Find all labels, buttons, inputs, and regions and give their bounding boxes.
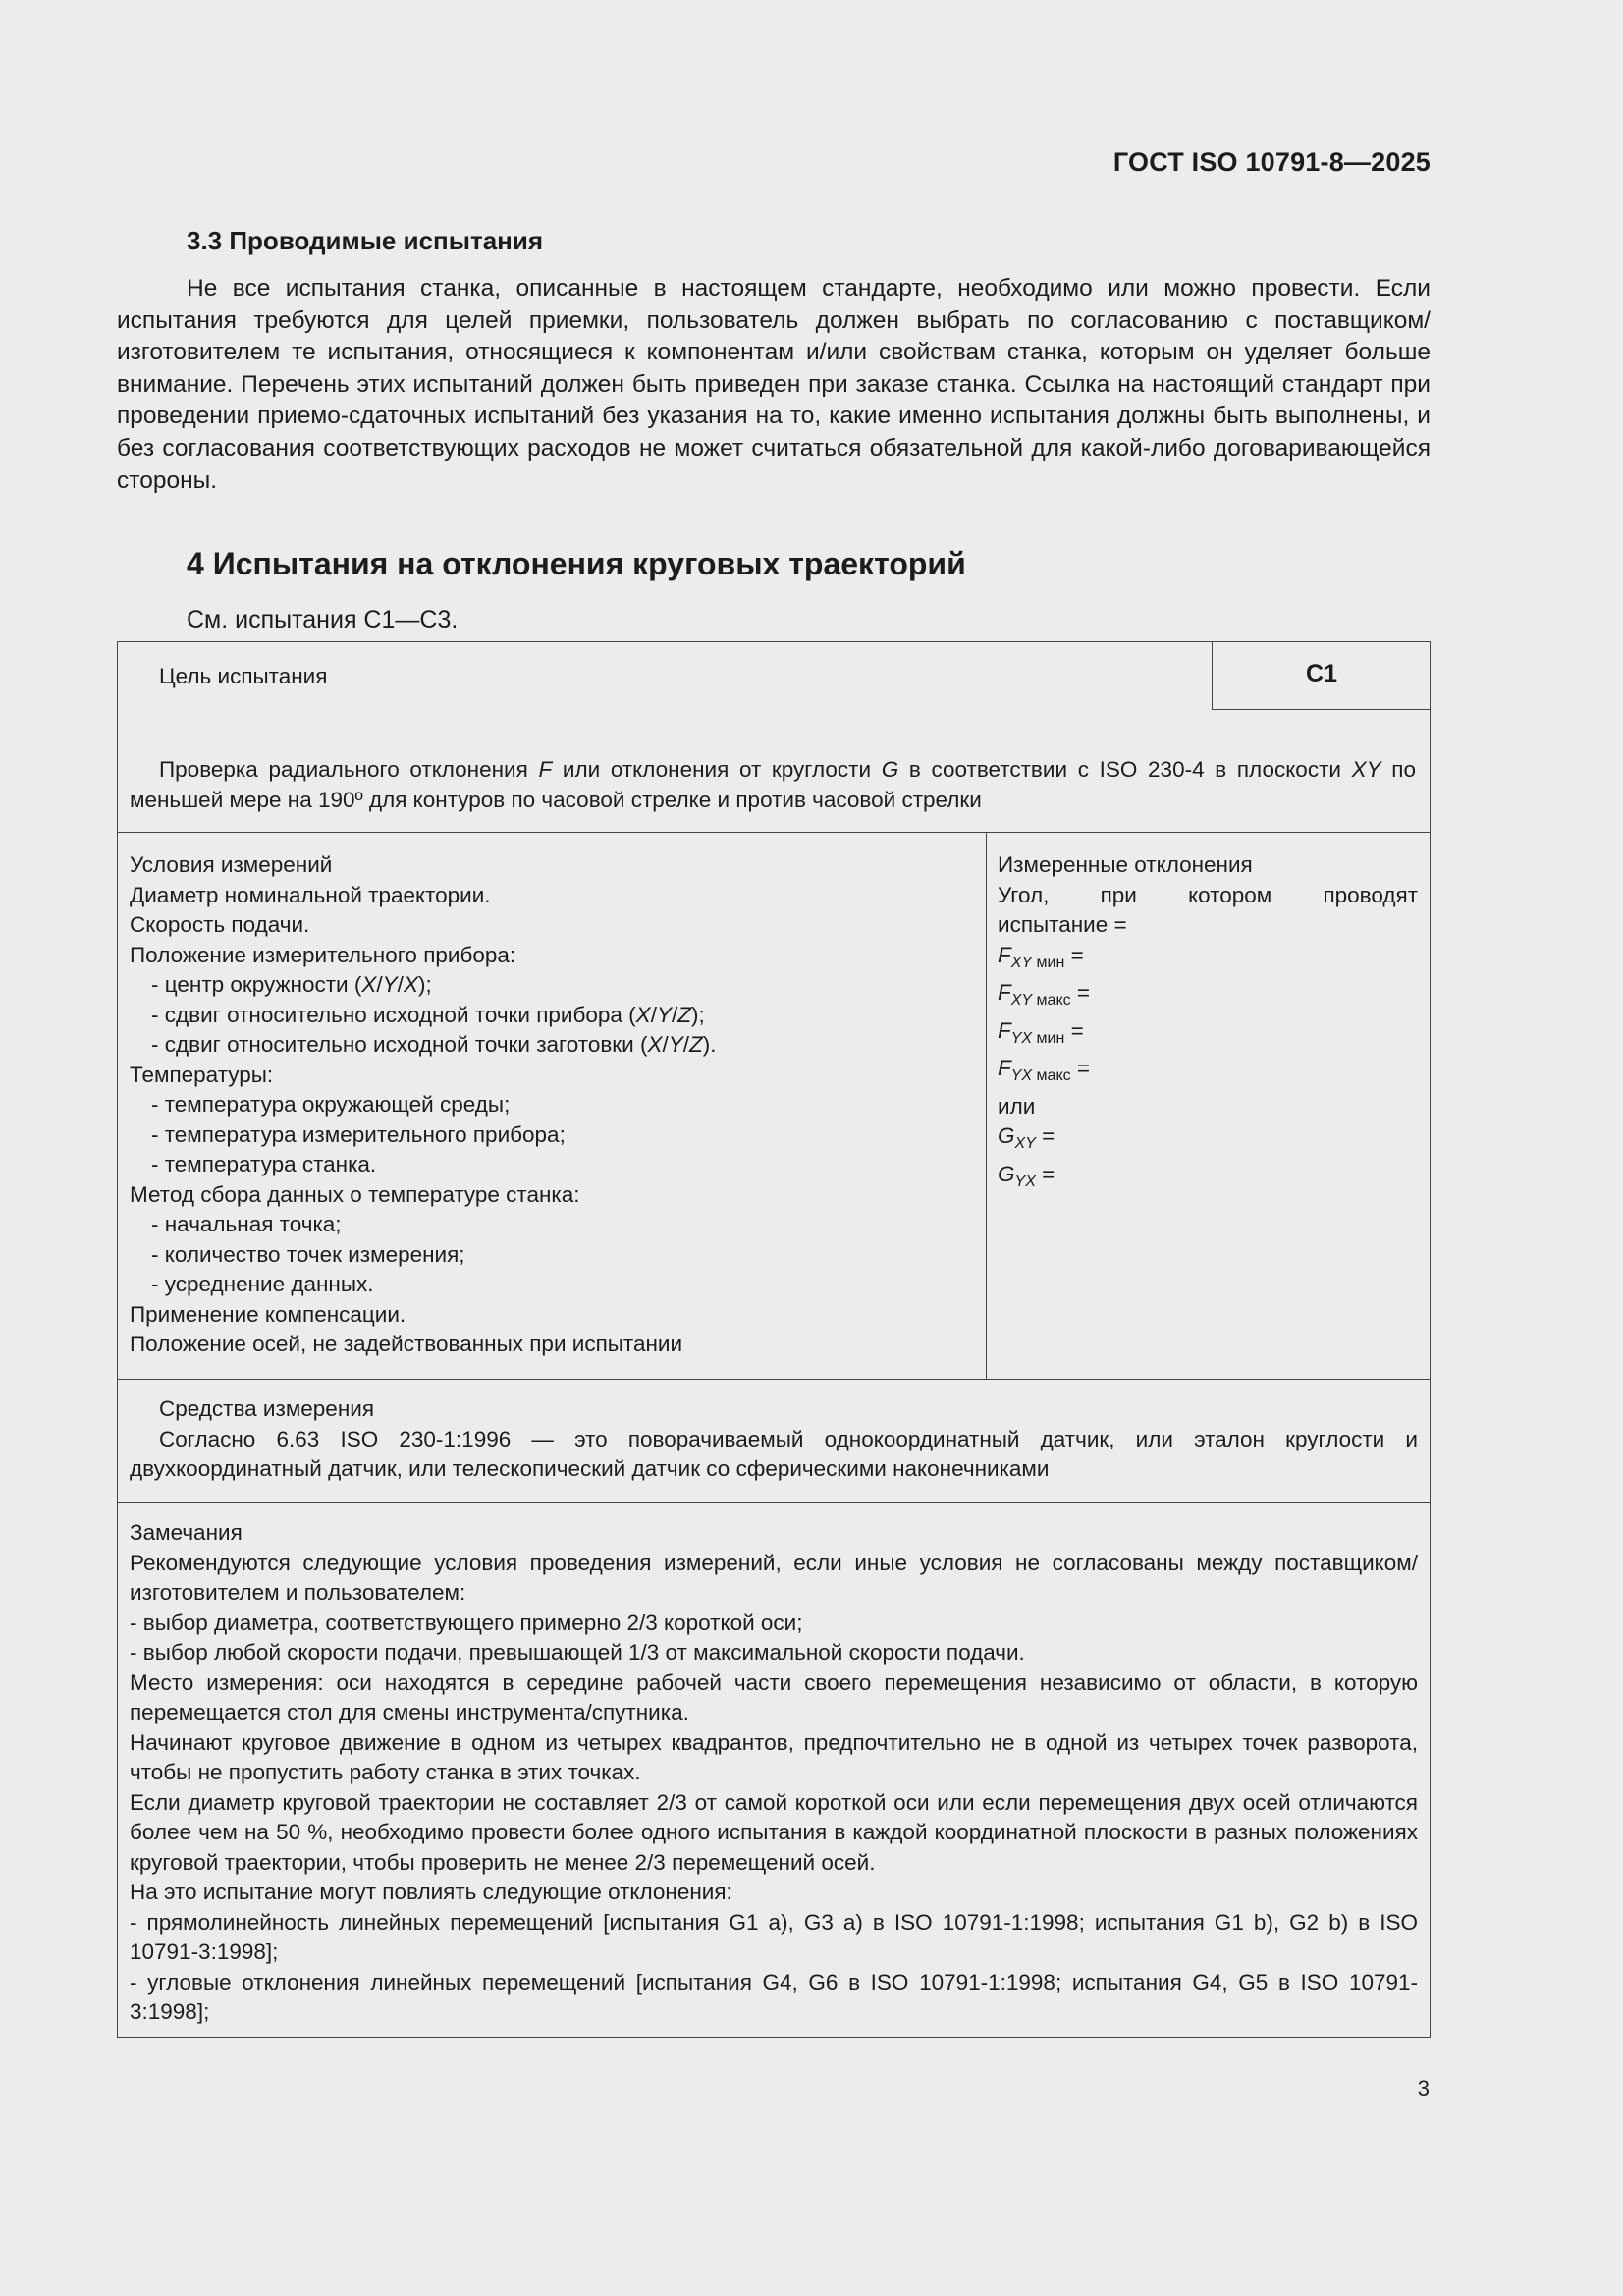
subscript-max: макс bbox=[1036, 1067, 1071, 1084]
subscript-yx: YX bbox=[1014, 1173, 1036, 1190]
test-table-c1 bbox=[117, 641, 1431, 2038]
axis-symbol: X bbox=[647, 1032, 663, 1057]
remark-line: - угловые отклонения линейных перемещений [испытания G4, G6 в ISO 10791-1:1998; испытания G4, G5 в ISO 10791-3:1998]; bbox=[130, 1969, 1418, 2024]
see-tests-note: См. испытания С1—С3. bbox=[187, 606, 459, 633]
section-3-3-title: 3.3 Проводимые испытания bbox=[187, 226, 544, 255]
remark-line: Место измерения: оси находятся в середине рабочей части своего перемещения независимо от области, в которую перемещается стол для смены инструмента/спутника. bbox=[130, 1669, 1418, 1724]
subscript-xy: XY bbox=[1014, 1135, 1036, 1152]
measuring-instruments bbox=[130, 1394, 1418, 1485]
subscript-xy: XY bbox=[1010, 954, 1033, 971]
text-part: / bbox=[671, 1002, 678, 1027]
remarks bbox=[130, 1518, 1418, 2028]
remark-line: - прямолинейность линейных перемещений [испытания G1 a), G3 a) в ISO 10791-1:1998; испытания G1 b), G2 b) в ISO 10791-3:1998]; bbox=[130, 1909, 1418, 1964]
condition-line: Применение компенсации. bbox=[130, 1301, 406, 1327]
deviation-fxy-max bbox=[998, 978, 1418, 1016]
condition-line: - усреднение данных. bbox=[151, 1272, 374, 1296]
section-3-3-paragraph bbox=[117, 273, 1431, 497]
equals: = bbox=[1035, 1123, 1055, 1148]
axis-symbol: Z bbox=[689, 1032, 703, 1057]
symbol-f: F bbox=[998, 942, 1011, 967]
objective-text-part: Проверка радиального отклонения bbox=[159, 757, 539, 782]
remark-line: - выбор диаметра, соответствующего примерно 2/3 короткой оси; bbox=[130, 1610, 803, 1635]
condition-line: - температура станка. bbox=[151, 1152, 377, 1176]
axis-symbol: X bbox=[635, 1002, 651, 1027]
axis-symbol: Z bbox=[677, 1002, 691, 1027]
condition-line: Метод сбора данных о температуре станка: bbox=[130, 1181, 580, 1207]
text-part: / bbox=[662, 1032, 669, 1057]
symbol-f: F bbox=[998, 1017, 1011, 1043]
deviation-gxy bbox=[998, 1121, 1418, 1160]
conditions-heading: Условия измерений bbox=[130, 852, 333, 877]
axis-symbol: Y bbox=[668, 1032, 683, 1057]
equals: = bbox=[1070, 980, 1091, 1005]
equals: = bbox=[1070, 1056, 1091, 1080]
condition-line bbox=[130, 970, 974, 1001]
text-part: / bbox=[397, 972, 404, 997]
text-part: / bbox=[376, 972, 383, 997]
deviations-heading: Измеренные отклонения bbox=[998, 852, 1253, 877]
text-part: / bbox=[682, 1032, 690, 1057]
condition-line: - количество точек измерения; bbox=[151, 1241, 465, 1267]
objective-text-part: в соответствии с ISO 230-4 в плоскости bbox=[898, 757, 1352, 782]
test-id-box bbox=[1212, 642, 1431, 710]
condition-line: Диаметр номинальной траектории. bbox=[130, 882, 491, 907]
axis-symbol: Y bbox=[656, 1002, 672, 1027]
remark-line: Начинают круговое движение в одном из четырех квадрантов, предпочтительно не в одной из четырех точек разворота, чтобы не пропустить работу станка в этих точках. bbox=[130, 1729, 1418, 1784]
subscript-max: макс bbox=[1036, 992, 1071, 1009]
axis-symbol: X bbox=[403, 972, 418, 997]
equals: = bbox=[1064, 1017, 1084, 1043]
symbol-f: F bbox=[538, 757, 553, 782]
page-number: 3 bbox=[1417, 2076, 1430, 2101]
symbol-f: F bbox=[998, 980, 1011, 1005]
symbol-f: F bbox=[998, 1056, 1011, 1080]
standard-code: ГОСТ ISO 10791-8—2025 bbox=[1112, 147, 1431, 177]
deviation-fxy-min bbox=[998, 941, 1418, 979]
subscript-xy: XY bbox=[1010, 992, 1033, 1009]
objective-text-part: или отклонения от круглости bbox=[552, 757, 882, 782]
condition-line bbox=[130, 1030, 974, 1061]
subscript-yx: YX bbox=[1010, 1029, 1033, 1047]
axis-symbol: Y bbox=[382, 972, 398, 997]
axis-symbol: X bbox=[361, 972, 377, 997]
subscript-yx: YX bbox=[1010, 1067, 1033, 1084]
measurement-conditions bbox=[130, 850, 974, 1360]
condition-line: - температура окружающей среды; bbox=[151, 1092, 511, 1117]
deviation-fyx-min bbox=[998, 1016, 1418, 1055]
symbol-g: G bbox=[998, 1123, 1015, 1148]
deviation-or: или bbox=[998, 1093, 1036, 1119]
remark-line: Рекомендуются следующие условия проведения измерений, если иные условия не согласованы между поставщиком/изготовителем и пользователем: bbox=[130, 1550, 1418, 1605]
text-part: ); bbox=[690, 1002, 705, 1027]
text-part: ). bbox=[702, 1032, 717, 1057]
text-part: / bbox=[650, 1002, 657, 1027]
objective-text bbox=[130, 755, 1416, 815]
deviation-line: испытание = bbox=[998, 912, 1127, 937]
subscript-min: мин bbox=[1036, 954, 1065, 971]
text-part: - сдвиг относительно исходной точки прибора ( bbox=[151, 1002, 636, 1027]
section-3-3-text: Не все испытания станка, описанные в настоящем стандарте, необходимо или можно провести. Если испытания требуются для целей приемки, пользователь должен выбрать по согласованию с поставщиком/изготовителем те испытания, относящиеся к компонентам и/или свойствам станка, которым он уделяет больше внимание. Перечень этих испытаний должен быть приведен при заказе станка. Ссылка на настоящий стандарт при проведении приемо-сдаточных испытаний без указания на то, какие именно испытания должны быть выполнены, и без согласования соответствующих расходов не может считаться обязательной для какой-либо договаривающейся стороны. bbox=[117, 275, 1431, 494]
symbol-xy: XY bbox=[1351, 757, 1381, 782]
text-part: - центр окружности ( bbox=[151, 972, 362, 997]
condition-line bbox=[130, 1001, 974, 1031]
column-divider bbox=[986, 832, 987, 1379]
equals: = bbox=[1035, 1161, 1055, 1186]
symbol-g: G bbox=[881, 757, 899, 782]
divider bbox=[118, 1379, 1430, 1380]
tools-text: Согласно 6.63 ISO 230-1:1996 — это поворачиваемый однокоординатный датчик, или эталон круглости и двухкоординатный датчик, или телескопический датчик со сферическими наконечниками bbox=[130, 1426, 1418, 1481]
condition-line: - температура измерительного прибора; bbox=[151, 1121, 566, 1147]
deviation-fyx-max bbox=[998, 1054, 1418, 1092]
objective-text-part: по меньшей мере на 190º для контуров по часовой стрелке и против часовой стрелки bbox=[130, 757, 1417, 812]
tools-heading: Средства измерения bbox=[159, 1396, 375, 1421]
condition-line: Положение осей, не задействованных при испытании bbox=[130, 1332, 683, 1356]
condition-line: Скорость подачи. bbox=[130, 912, 310, 937]
objective-label: Цель испытания bbox=[159, 664, 328, 688]
divider bbox=[118, 832, 1430, 833]
remark-line: Если диаметр круговой траектории не составляет 2/3 от самой короткой оси или если перемещения двух осей отличаются более чем на 50 %, необходимо провести более одного испытания в каждой координатной плоскости в разных положениях круговой траектории, чтобы проверить не менее 2/3 перемещений осей. bbox=[130, 1789, 1418, 1875]
text-part: ); bbox=[417, 972, 432, 997]
subscript-min: мин bbox=[1036, 1029, 1065, 1047]
deviation-gyx bbox=[998, 1160, 1418, 1198]
chapter-4-title: 4 Испытания на отклонения круговых траекторий bbox=[187, 546, 966, 581]
condition-line: Положение измерительного прибора: bbox=[130, 942, 516, 967]
remark-line: На это испытание могут повлиять следующие отклонения: bbox=[130, 1880, 732, 1904]
symbol-g: G bbox=[998, 1161, 1015, 1186]
condition-line: - начальная точка; bbox=[151, 1212, 342, 1236]
divider bbox=[118, 1502, 1430, 1503]
deviation-line: Угол, при котором проводят bbox=[998, 882, 1418, 907]
test-id: С1 bbox=[1306, 660, 1337, 687]
measured-deviations bbox=[998, 850, 1418, 1197]
equals: = bbox=[1064, 942, 1084, 967]
remarks-heading: Замечания bbox=[130, 1520, 243, 1545]
text-part: - сдвиг относительно исходной точки заготовки ( bbox=[151, 1032, 648, 1057]
condition-line: Температуры: bbox=[130, 1062, 274, 1087]
remark-line: - выбор любой скорости подачи, превышающей 1/3 от максимальной скорости подачи. bbox=[130, 1640, 1025, 1665]
